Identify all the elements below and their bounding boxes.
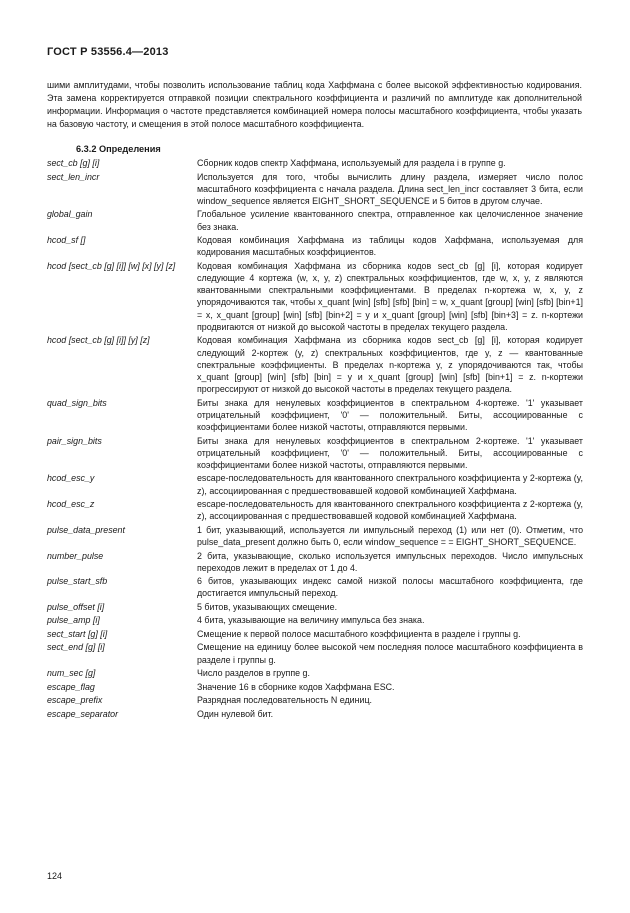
- definition-description: 6 битов, указывающих индекс самой низкой полосы масштабного коэффициента, где достигается импульсный переход.: [197, 576, 583, 599]
- definition-description: Число разделов в группе g.: [197, 668, 310, 679]
- definition-row: [47, 234, 583, 258]
- definition-description: Глобальное усиление квантованного спектра, отправленное как целочисленное значение без знака.: [197, 209, 583, 232]
- definitions-list: [47, 157, 583, 721]
- definition-term: hcod [sect_cb [g] [i]] [y] [z]: [47, 335, 150, 346]
- definition-term: hcod_esc_z: [47, 499, 95, 510]
- definition-description: Кодовая комбинация Хаффмана из сборника кодов sect_cb [g] [i], которая кодирует следующий 2-кортеж (y, z) спектральных коэффициентов, где y, z — квантованные спектральные коэффициенты. В пределах n-кортежа y, z упорядочиваются так, чтобы x_quant [group] [win] [sfb] [bin] = y и x_quant [group] [win] [sfb] [bin+1] = z. n-кортежи прогрессируют от низкой до высокой частоты в пределах текущего раздела.: [197, 335, 583, 395]
- definition-term: hcod [sect_cb [g] [i]] [w] [x] [y] [z]: [47, 260, 176, 271]
- definition-row: [47, 681, 583, 693]
- definition-term: pulse_amp [i]: [47, 615, 100, 626]
- definition-term: pulse_offset [i]: [47, 601, 105, 612]
- definition-row: [47, 435, 583, 472]
- definition-term: sect_cb [g] [i]: [47, 158, 100, 168]
- definition-row: [47, 667, 583, 679]
- definition-row: [47, 628, 583, 640]
- definition-row: [47, 498, 583, 522]
- page-number: 124: [47, 871, 63, 881]
- definition-row: [47, 157, 583, 169]
- definition-row: [47, 708, 583, 720]
- definition-row: [47, 260, 583, 333]
- definition-term: sect_end [g] [i]: [47, 642, 105, 653]
- definition-description: escape-последовательность для квантованного спектрального коэффициента y 2-кортежа (y, z), ассоциированная с предшествовавшей кодовой комбинацией Хаффмана.: [197, 473, 583, 496]
- definition-term: sect_len_incr: [47, 171, 100, 182]
- definition-row: [47, 641, 583, 665]
- definition-row: [47, 208, 583, 232]
- definition-row: [47, 524, 583, 548]
- definition-term: number_pulse: [47, 550, 104, 561]
- definition-description: 2 бита, указывающие, сколько используется импульсных переходов. Число импульсных переходов лежит в пределах от 1 до 4.: [197, 550, 583, 573]
- definition-row: [47, 472, 583, 496]
- definition-description: 5 битов, указывающих смещение.: [197, 601, 338, 612]
- definition-term: hcod_sf []: [47, 235, 86, 246]
- definition-description: Сборник кодов спектр Хаффмана, используемый для раздела i в группе g.: [197, 158, 506, 168]
- definition-description: Кодовая комбинация Хаффмана из таблицы кодов Хаффмана, используемая для кодирования масштабных коэффициентов.: [197, 235, 583, 258]
- definition-term: quad_sign_bits: [47, 397, 107, 408]
- definition-row: [47, 694, 583, 706]
- definition-term: escape_separator: [47, 708, 119, 719]
- definition-description: Смещение на единицу более высокой чем последняя полосе масштабного коэффициента в разделе i группы g.: [197, 642, 583, 665]
- definition-term: pulse_data_present: [47, 524, 125, 535]
- intro-text: шими амплитудами, чтобы позволить использование таблиц кода Хаффмана с более высокой эффективностью кодирования. Эта замена корректируется отправкой позиции спектрального коэффициента и различий по амплитуде как дополнительной информации. Информация о частоте представляется комбинацией номера полосы масштабного коэффициента, чтобы указать на базовую частоту, и смещения в этой полосе масштабного коэффициента.: [47, 80, 582, 129]
- definition-description: Используется для того, чтобы вычислить длину раздела, измеряет число полос масштабного коэффициента с начала раздела. Длина sect_len_incr составляет 3 бита, если window_sequence является EIGHT_SHORT_SEQUENCE и 5 битов в другом случае.: [197, 171, 583, 206]
- definition-term: num_sec [g]: [47, 668, 96, 679]
- definition-description: Смещение к первой полосе масштабного коэффициента в разделе i группы g.: [197, 628, 521, 639]
- definition-term: escape_flag: [47, 681, 95, 692]
- definition-row: [47, 334, 583, 395]
- definition-row: [47, 397, 583, 434]
- definition-row: [47, 614, 583, 626]
- definition-row: [47, 575, 583, 599]
- definition-description: Значение 16 в сборнике кодов Хаффмана ESC.: [197, 681, 395, 692]
- definition-description: Биты знака для ненулевых коэффициентов в спектральном 4-кортеже. '1' указывает отрицательный коэффициент, '0' — положительный. Биты, ассоциированные с коэффициентами более низкой частоты, отправляются первыми.: [197, 397, 583, 433]
- definition-row: [47, 550, 583, 574]
- definition-term: pulse_start_sfb: [47, 576, 108, 587]
- definition-description: 4 бита, указывающие на величину импульса без знака.: [197, 615, 425, 626]
- definition-term: escape_prefix: [47, 695, 103, 706]
- definition-row: [47, 601, 583, 613]
- definition-row: [47, 171, 583, 208]
- document-header: ГОСТ Р 53556.4—2013: [47, 46, 169, 58]
- definition-description: escape-последовательность для квантованного спектрального коэффициента z 2-кортежа (y, z), ассоциированная с предшествовавшей кодовой комбинацией Хаффмана.: [197, 499, 583, 522]
- definition-term: global_gain: [47, 209, 93, 220]
- definition-term: pair_sign_bits: [47, 435, 102, 446]
- definition-term: hcod_esc_y: [47, 473, 95, 484]
- definition-description: Биты знака для ненулевых коэффициентов в спектральном 2-кортеже. '1' указывает отрицательный коэффициент, '0' — положительный. Биты, ассоциированные с коэффициентами более низкой частоты, отправляются первыми.: [197, 435, 583, 470]
- intro-paragraph: [47, 79, 582, 131]
- definition-description: Один нулевой бит.: [197, 708, 274, 719]
- definition-description: Кодовая комбинация Хаффмана из сборника кодов sect_cb [g] [i], которая кодирует следующие 4 кортежа (w, x, y, z) спектральных коэффициентов, где w, x, y, z являются квантованными спектральными коэффициентами. В пределах n-кортежа w, x, y, z упорядочиваются так, чтобы x_quant [win] [sfb] [sfb] [bin] = w, x_quant [group] [win] [sfb] [bin+1] = x, x_quant [group] [win] [sfb] [bin+2] = y и x_quant [group] [win] [sfb] [bin+3] = z. n-кортежи продвигаются от низкой до высокой частоты в пределах текущего раздела.: [197, 260, 583, 332]
- definition-description: 1 бит, указывающий, используется ли импульсный переход (1) или нет (0). Отметим, что pulse_data_present должно быть 0, если window_sequence = = EIGHT_SHORT_SEQUENCE.: [197, 524, 583, 548]
- definition-term: sect_start [g] [i]: [47, 628, 108, 639]
- definition-description: Разрядная последовательность N единиц.: [197, 695, 373, 706]
- section-heading: 6.3.2 Определения: [76, 144, 161, 154]
